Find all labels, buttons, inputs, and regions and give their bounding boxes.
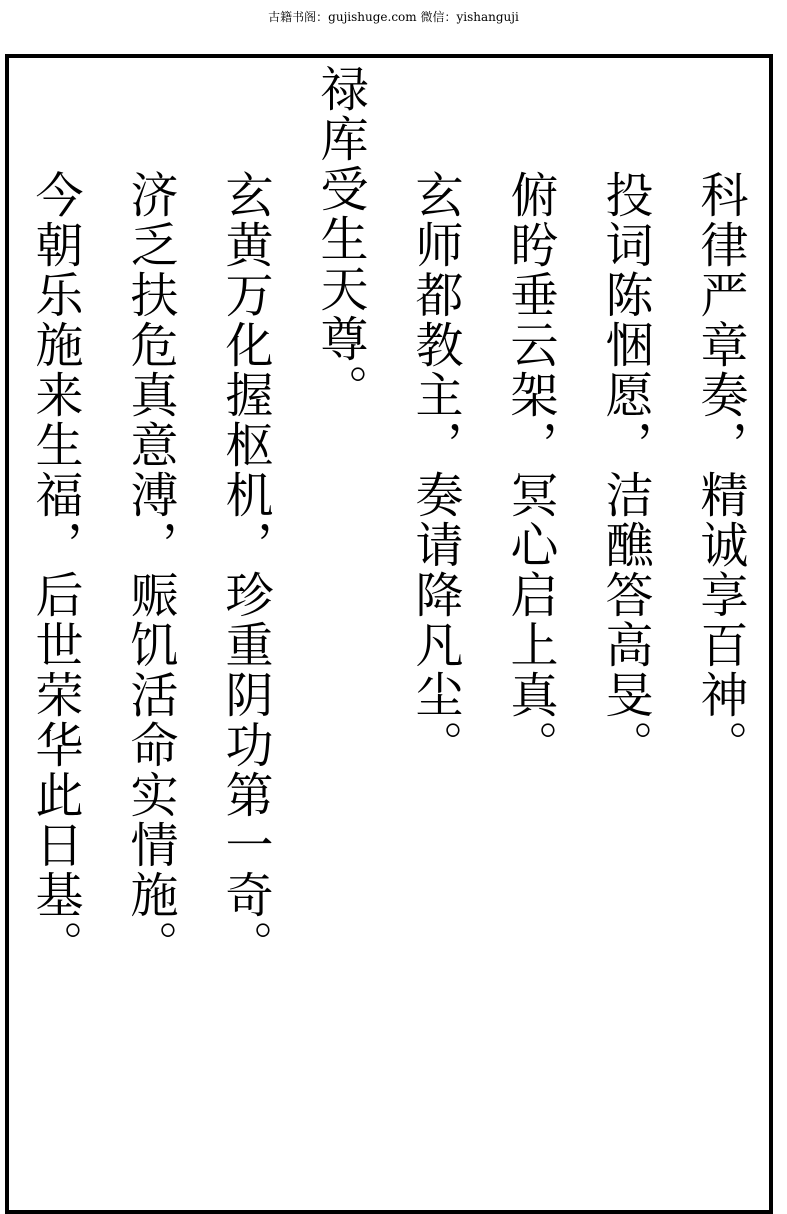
page-frame — [5, 54, 773, 1214]
text-column-6: 玄黄万化握枢机，珍重阴功第一奇。 — [217, 170, 273, 970]
text-column-5-title: 禄库受生天尊。 — [312, 64, 368, 414]
text-column-7: 济乏扶危真意溥，赈饥活命实情施。 — [122, 170, 178, 970]
text-column-8: 今朝乐施来生福，后世荣华此日基。 — [27, 170, 83, 970]
source-header: 古籍书阁：gujishuge.com 微信：yishanguji — [268, 10, 519, 24]
text-column-4: 玄师都教主，奏请降凡尘。 — [407, 170, 463, 770]
text-column-2: 投词陈悃愿，洁醮答高旻。 — [597, 170, 653, 770]
text-column-3: 俯盻垂云架，冥心启上真。 — [502, 170, 558, 770]
text-column-1: 科律严章奏，精诚享百神。 — [692, 170, 748, 770]
